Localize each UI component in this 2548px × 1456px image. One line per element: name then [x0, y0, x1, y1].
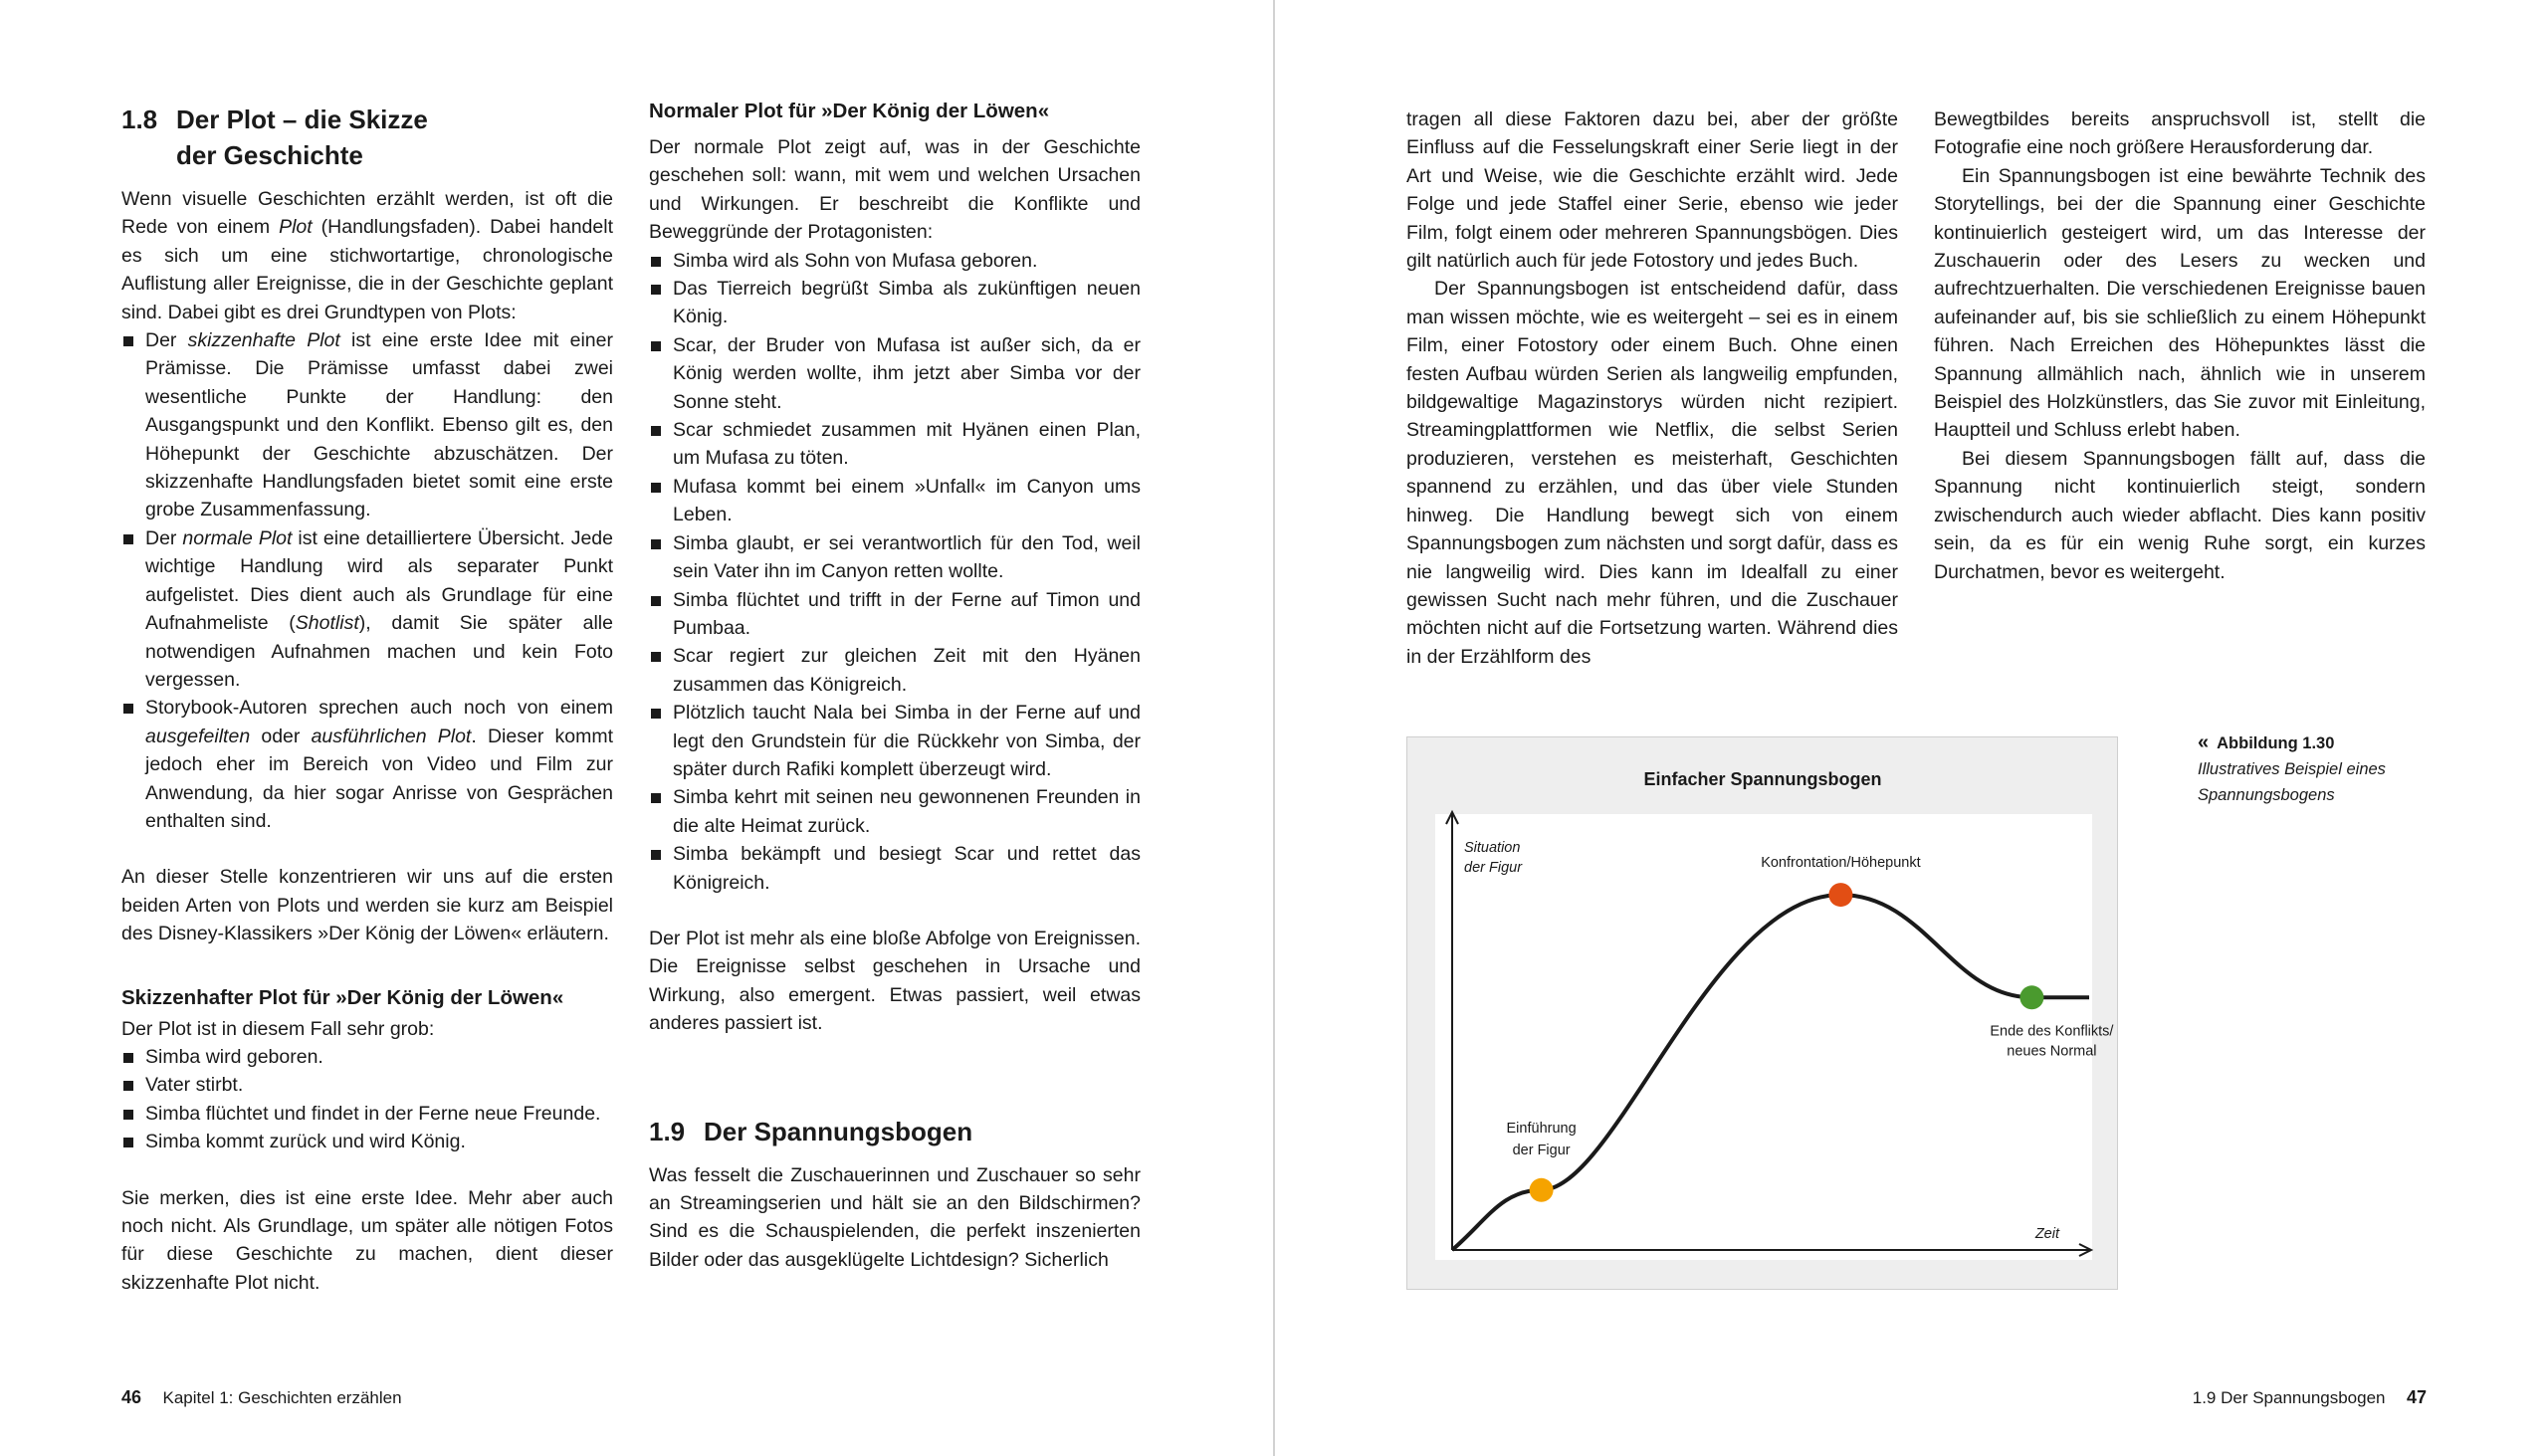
plot-types-list: [121, 326, 613, 835]
list-item: Der normale Plot ist eine detailliertere Übersicht. Jede wichtige Handlung wird als separater Punkt aufgelistet. Dies dient auch als Grundlage für eine Aufnahmeliste (Shotlist), damit Sie später alle notwendigen Aufnahmen machen und kein Foto vergessen.: [121, 524, 613, 694]
data-point-label: neues Normal: [2007, 1043, 2097, 1060]
data-point-label: der Figur: [1512, 1142, 1571, 1158]
section-number: 1.9: [649, 1116, 686, 1146]
running-footer: 1.9 Der Spannungsbogen: [2192, 1388, 2386, 1407]
section-heading-1-8: [121, 102, 613, 173]
chart-title: Einfacher Spannungsbogen: [1643, 769, 1882, 789]
list-item: Simba glaubt, er sei verantwortlich für den Tod, weil sein Vater ihn im Canyon retten wollte.: [649, 529, 1141, 586]
list-item: Simba flüchtet und findet in der Ferne neue Freunde.: [121, 1100, 613, 1128]
sketch-intro: Der Plot ist in diesem Fall sehr grob:: [121, 1017, 435, 1040]
list-item: Simba bekämpft und besiegt Scar und rettet das Königreich.: [649, 840, 1141, 897]
figure-caption: [2198, 729, 2427, 808]
list-item: Mufasa kommt bei einem »Unfall« im Canyon ums Leben.: [649, 473, 1141, 529]
list-item: Storybook-Autoren sprechen auch noch von einem ausgefeilten oder ausführlichen Plot. Dieser kommt jedoch eher im Bereich von Video und Film zur Anwendung, da hier sogar Anrisse von Gesprächen enthalten sind.: [121, 694, 613, 835]
x-axis-label: Zeit: [2034, 1226, 2059, 1242]
section-title-line2: der Geschichte: [176, 140, 363, 170]
data-point-label: Einführung: [1506, 1120, 1577, 1137]
y-axis-label: der Figur: [1464, 860, 1523, 876]
paragraph: Der Spannungsbogen ist entscheidend dafür, dass man wissen möchte, wie es weitergeht – sei es in einem Film, einer Fotostory oder einem Buch. Ohne einen festen Aufbau würden Serien als langweilig empfunden, bildgewaltige Magazinstorys würden nicht rezipiert. Streamingplattformen wie Netflix, die selbst Serien produzieren, verstehen es meisterhaft, Geschichten spannend zu erzählen, und das über viele Stunden hinweg. Die Handlung bewegt sich von einem Spannungsbogen zum nächsten und sorgt dafür, dass es nie langweilig wird. Dies kann im Idealfall zu einer gewissen Sucht nach mehr führen, und die Zuschauer möchten nicht auf die Fortsetzung warten. Während dies in der Erzählform des: [1406, 278, 1898, 668]
sketch-outro: Sie merken, dies ist eine erste Idee. Mehr aber auch noch nicht. Als Grundlage, um später alle nötigen Fotos für diese Geschichte zu machen, dient dieser skizzenhafte Plot nicht.: [121, 1186, 613, 1294]
right-column-2: [1934, 105, 2426, 586]
normal-intro: Der normale Plot zeigt auf, was in der Geschichte geschehen soll: wann, mit wem und welchen Ursachen und Wirkungen. Er beschreibt die Konflikte und Beweggründe der Protagonisten:: [649, 136, 1141, 244]
list-item: Scar schmiedet zusammen mit Hyänen einen Plan, um Mufasa zu töten.: [649, 416, 1141, 473]
paragraph: Bewegtbildes bereits anspruchsvoll ist, stellt die Fotografie eine noch größere Herausforderung dar.: [1934, 108, 2426, 159]
caption-label: Abbildung 1.30: [2217, 734, 2335, 752]
data-point-label: Konfrontation/Höhepunkt: [1761, 855, 1921, 872]
list-item: Scar, der Bruder von Mufasa ist außer sich, da er König werden wollte, ihm jetzt aber Simba vor der Sonne steht.: [649, 331, 1141, 416]
left-column: [121, 102, 613, 1297]
left-footer: [121, 1385, 402, 1410]
page-number: 46: [121, 1387, 142, 1407]
tension-arc-chart: [1407, 737, 2117, 1289]
section-number: 1.8: [121, 104, 158, 134]
list-item: Simba flüchtet und trifft in der Ferne auf Timon und Pumbaa.: [649, 586, 1141, 643]
caption-text: Illustratives Beispiel eines Spannungsbogens: [2198, 760, 2386, 804]
y-axis-label: Situation: [1464, 840, 1521, 856]
data-point-label: Ende des Konflikts/: [1990, 1023, 2114, 1040]
section-title: Der Spannungsbogen: [704, 1116, 973, 1146]
paragraph: tragen all diese Faktoren dazu bei, aber der größte Einfluss auf die Fesselungskraft einer Serie liegt in der Art und Weise, wie die Geschichte erzählt wird. Jede Folge und jede Staffel einer Serie, ebenso wie jeder Film, folgt einem oder mehreren Spannungsbögen. Dies gilt natürlich auch für jede Fotostory und jedes Buch.: [1406, 108, 1898, 273]
data-point-marker: [1828, 883, 1852, 907]
normal-plot-list: [649, 247, 1141, 897]
paragraph: Ein Spannungsbogen ist eine bewährte Technik des Storytellings, bei der die Spannung einer Geschichte kontinuierlich gesteigert wird, um das Interesse der Zuschauerin oder des Lesers zu wecken und aufrechtzuerhalten. Die verschiedenen Ereignisse bauen aufeinander auf, bis sie schließlich zu einem Höhepunkt führen. Nach Erreichen des Höhepunktes lässt die Spannung allmählich nach, ähnlich wie in unserem Beispiel des Holzkünstlers, das Sie zuvor mit Einleitung, Hauptteil und Schluss erlebt haben.: [1934, 164, 2426, 442]
normal-plot-heading: Normaler Plot für »Der König der Löwen«: [649, 100, 1050, 122]
right-column-1: [1406, 105, 1898, 671]
sketch-plot-heading: Skizzenhafter Plot für »Der König der Löwen«: [121, 985, 564, 1009]
list-item: Der skizzenhafte Plot ist eine erste Idee mit einer Prämisse. Die Prämisse umfasst dabei zwei wesentliche Punkte der Handlung: den Ausgangspunkt und den Konflikt. Ebenso gilt es, den Höhepunkt der Geschichte abzuschätzen. Der skizzenhafte Handlungsfaden bietet somit eine erste grobe Zusammenfassung.: [121, 326, 613, 524]
list-item: Simba kommt zurück und wird König.: [121, 1128, 613, 1155]
section-title-line1: Der Plot – die Skizze: [176, 104, 428, 134]
intro-paragraph: Wenn visuelle Geschichten erzählt werden, ist oft die Rede von einem Plot (Handlungsfaden). Dabei handelt es sich um eine stichwortartige, chronologische Auflistung aller Ereignisse, die in der Geschichte geplant sind. Dabei gibt es drei Grundtypen von Plots:: [121, 188, 613, 323]
data-point-marker: [2019, 985, 2043, 1009]
sketch-plot-list: [121, 1043, 613, 1156]
focus-paragraph: An dieser Stelle konzentrieren wir uns auf die ersten beiden Arten von Plots und werden sie kurz am Beispiel des Disney-Klassikers »Der König der Löwen« erläutern.: [121, 866, 613, 945]
middle-column: [649, 98, 1141, 1274]
list-item: Vater stirbt.: [121, 1071, 613, 1099]
list-item: Plötzlich taucht Nala bei Simba in der Ferne auf und legt den Grundstein für die Rückkehr von Simba, der später durch Rafiki komplett überzeugt wird.: [649, 699, 1141, 783]
caption-arrow-icon: «: [2198, 731, 2210, 753]
list-item: Simba kehrt mit seinen neu gewonnenen Freunden in die alte Heimat zurück.: [649, 783, 1141, 840]
list-item: Scar regiert zur gleichen Zeit mit den Hyänen zusammen das Königreich.: [649, 642, 1141, 699]
list-item: Simba wird als Sohn von Mufasa geboren.: [649, 247, 1141, 275]
section-heading-1-9: [649, 1114, 1141, 1149]
section-intro: Was fesselt die Zuschauerinnen und Zuschauer so sehr an Streamingserien und hält sie an den Bildschirmen? Sind es die Schauspielenden, die perfekt inszenierten Bilder oder das ausgeklügelte Lichtdesign? Sicherlich: [649, 1163, 1141, 1271]
list-item: Das Tierreich begrüßt Simba als zukünftigen neuen König.: [649, 275, 1141, 331]
running-footer: Kapitel 1: Geschichten erzählen: [162, 1388, 402, 1407]
right-footer: [2193, 1385, 2427, 1410]
list-item: Simba wird geboren.: [121, 1043, 613, 1071]
figure-box: [1406, 736, 2118, 1290]
paragraph: Bei diesem Spannungsbogen fällt auf, dass die Spannung nicht kontinuierlich steigt, sondern zwischendurch auch wieder abflacht. Dies kann positiv sein, da es für ein wenig Ruhe sorgt, ein kurzes Durchatmen, bevor es weitergeht.: [1934, 447, 2426, 583]
page-number: 47: [2406, 1387, 2427, 1407]
normal-outro: Der Plot ist mehr als eine bloße Abfolge von Ereignissen. Die Ereignisse selbst geschehen in Ursache und Wirkung, also emergent. Etwas passiert, weil etwas anderes passiert ist.: [649, 927, 1141, 1035]
data-point-marker: [1530, 1178, 1554, 1202]
